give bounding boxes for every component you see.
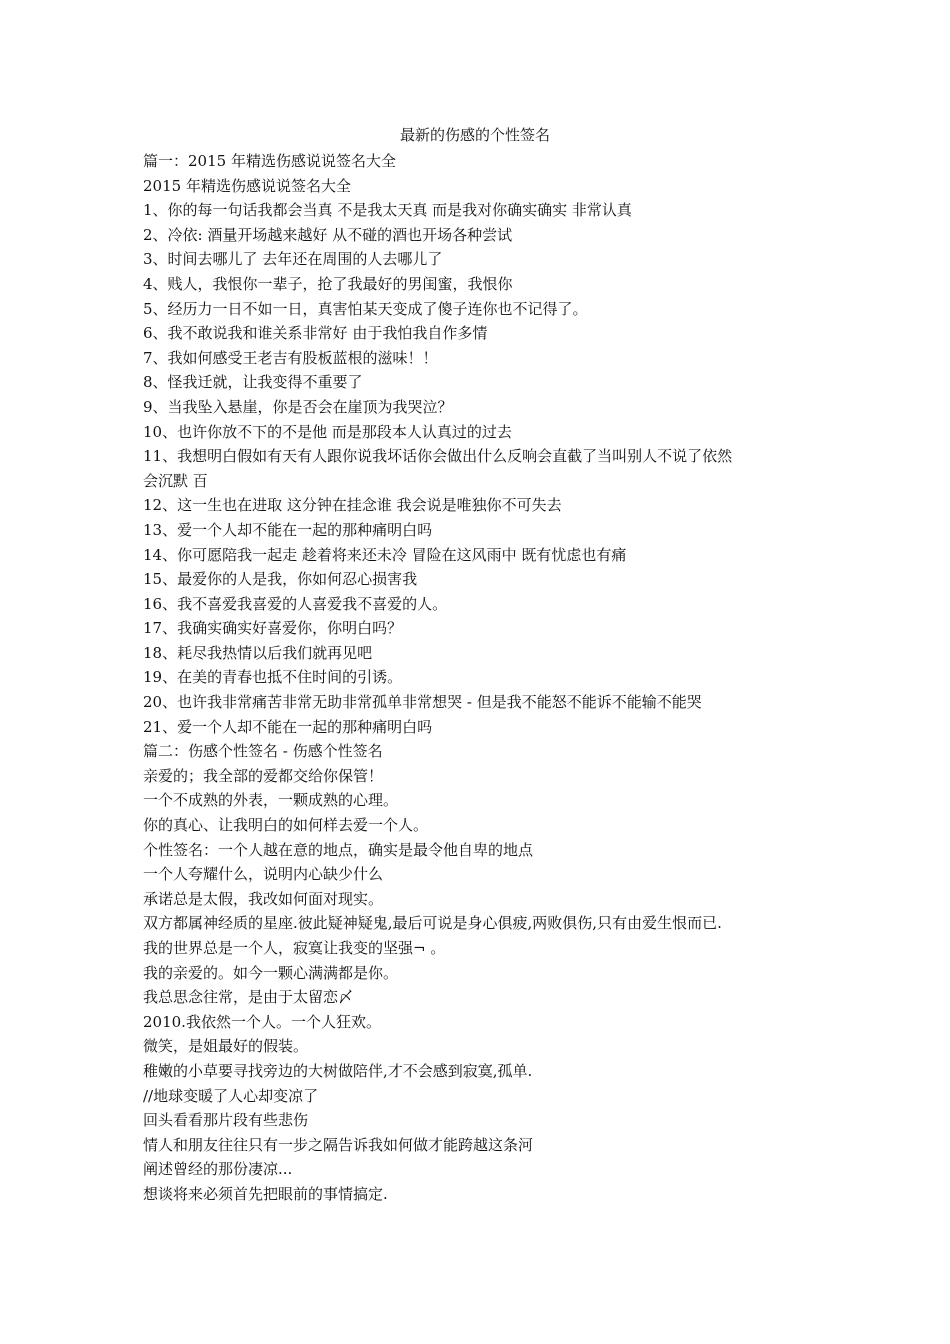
text-line: 7、我如何感受王老吉有股板蓝根的滋味！！ [143, 348, 438, 367]
text-line: 情人和朋友往往只有一步之隔告诉我如何做才能跨越这条河 [143, 1135, 534, 1154]
text-line: 回头看看那片段有些悲伤 [143, 1111, 309, 1130]
text-line: 8、怪我迁就，让我变得不重要了 [143, 373, 363, 392]
text-line: 阐述曾经的那份凄凉... [143, 1160, 293, 1179]
text-line: 1、你的每一句话我都会当真 不是我太天真 而是我对你确实确实 非常认真 [143, 201, 632, 220]
text-line: 10、也许你放不下的不是他 而是那段本人认真过的过去 [143, 422, 512, 441]
text-line: 亲爱的；我全部的爱都交给你保管！ [143, 766, 384, 785]
text-line: 5、经历力一日不如一日，真害怕某天变成了傻子连你也不记得了。 [143, 299, 588, 318]
text-line: 18、耗尽我热情以后我们就再见吧 [143, 643, 373, 662]
text-line: 篇二：伤感个性签名 - 伤感个性签名 [143, 742, 383, 761]
text-line: 17、我确实确实好喜爱你，你明白吗？ [143, 619, 403, 638]
text-line: 个性签名：一个人越在意的地点，确实是最令他自卑的地点 [143, 840, 534, 859]
text-line: 2、冷依: 酒量开场越来越好 从不碰的酒也开场各种尝试 [143, 225, 513, 244]
text-line: 11、我想明白假如有天有人跟你说我坏话你会做出什么反响会直截了当叫别人不说了依然 [143, 447, 733, 466]
text-line: 想谈将来必须首先把眼前的事情搞定. [143, 1184, 388, 1203]
text-line: 微笑，是姐最好的假装。 [143, 1037, 309, 1056]
text-line: 13、爱一个人却不能在一起的那种痛明白吗 [143, 520, 433, 539]
text-line: 一个人夸耀什么，说明内心缺少什么 [143, 865, 384, 884]
text-line: 我的世界总是一个人，寂寞让我变的坚强¬ 。 [143, 939, 446, 957]
text-line: 稚嫩的小草要寻找旁边的大树做陪伴,才不会感到寂寞,孤单. [143, 1061, 533, 1080]
text-line: 2015 年精选伤感说说签名大全 [143, 176, 351, 195]
text-line: 6、我不敢说我和谁关系非常好 由于我怕我自作多情 [143, 324, 488, 343]
text-line: 篇一：2015 年精选伤感说说签名大全 [143, 152, 396, 170]
text-line: 承诺总是太假，我改如何面对现实。 [143, 889, 384, 908]
text-line: 16、我不喜爱我喜爱的人喜爱我不喜爱的人。 [143, 594, 448, 613]
document-body [143, 149, 813, 1207]
text-line: 15、最爱你的人是我，你如何忍心损害我 [143, 570, 418, 589]
text-line: 21、爱一个人却不能在一起的那种痛明白吗 [143, 717, 433, 736]
text-line: 20、也许我非常痛苦非常无助非常孤单非常想哭 - 但是我不能怒不能诉不能输不能哭 [143, 693, 702, 712]
text-line: 我总思念往常，是由于太留恋〆 [143, 988, 354, 1007]
text-line: 14、你可愿陪我一起走 趁着将来还未冷 冒险在这风雨中 既有忧虑也有痛 [143, 545, 627, 564]
text-line: 9、当我坠入悬崖，你是否会在崖顶为我哭泣？ [143, 397, 453, 416]
text-line: 你的真心、让我明白的如何样去爱一个人。 [143, 816, 429, 835]
text-line: 一个不成熟的外表，一颗成熟的心理。 [143, 791, 399, 810]
text-line: 我的亲爱的。如今一颗心满满都是你。 [143, 963, 399, 982]
text-line: 12、这一生也在进取 这分钟在挂念谁 我会说是唯独你不可失去 [143, 496, 562, 515]
text-line: 19、在美的青春也抵不住时间的引诱。 [143, 668, 403, 687]
text-line: 双方都属神经质的星座.彼此疑神疑鬼,最后可说是身心俱疲,两败俱伤,只有由爱生恨而已. [143, 914, 722, 933]
text-line: //地球变暖了人心却变凉了 [143, 1086, 319, 1105]
text-line: 会沉默 百 [143, 471, 208, 490]
text-line: 4、贱人，我恨你一辈子，抢了我最好的男闺蜜，我恨你 [143, 274, 513, 293]
text-line: 3、时间去哪儿了 去年还在周围的人去哪儿了 [143, 250, 443, 269]
document-title: 最新的伤感的个性签名 [399, 126, 550, 144]
text-line: 2010.我依然一个人。一个人狂欢。 [143, 1012, 381, 1031]
